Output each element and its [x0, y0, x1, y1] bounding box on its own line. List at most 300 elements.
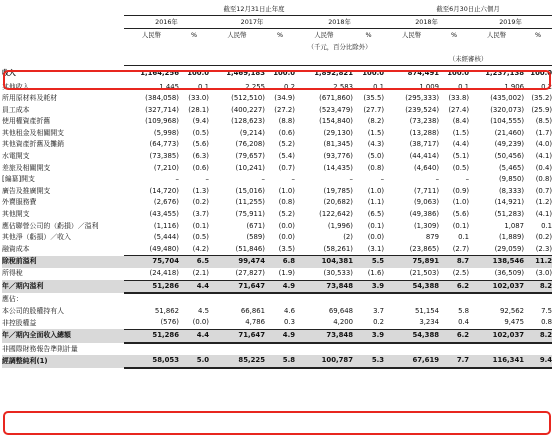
- percent-cell: 4.4: [179, 280, 209, 293]
- row-label: 其他開支: [2, 210, 30, 219]
- amount-cell: (64,773): [149, 140, 179, 149]
- amount-cell: 73,848: [295, 329, 353, 342]
- percent-cell: (34.9): [274, 94, 295, 103]
- amount-cell: 51,154: [414, 306, 440, 315]
- percent-cell: (1.0): [452, 198, 470, 207]
- table-row: [2, 317, 552, 329]
- percent-heading: %: [190, 31, 198, 39]
- table-row: [2, 355, 552, 368]
- table-row: [2, 93, 552, 105]
- percent-cell: (1.0): [367, 186, 385, 195]
- table-row: [2, 128, 552, 140]
- amount-cell: (20,682): [323, 198, 353, 207]
- amount-cell: (104,555): [490, 117, 525, 126]
- table-row: [2, 232, 552, 244]
- amount-cell: 1,445: [159, 82, 179, 91]
- amount-cell: 1,237,138: [469, 66, 524, 82]
- amount-cell: (8,333): [498, 186, 525, 195]
- amount-cell: (14,435): [323, 163, 353, 172]
- table-row: [2, 82, 552, 94]
- percent-cell: 6.2: [439, 280, 469, 293]
- amount-cell: (15,016): [235, 186, 265, 195]
- row-label: 所用原材料及耗材: [2, 94, 58, 103]
- header-row-note: [2, 41, 552, 53]
- percent-cell: (33.8): [448, 94, 470, 103]
- amount-cell: (19,785): [323, 186, 353, 195]
- year-heading: 2018年: [384, 16, 469, 29]
- header-row-units: [2, 29, 552, 42]
- amount-cell: (23,865): [384, 244, 439, 256]
- row-label: 本公司的股權持有人: [2, 306, 65, 315]
- percent-cell: (6.5): [367, 210, 385, 219]
- percent-cell: –: [465, 175, 470, 184]
- amount-cell: 100,787: [295, 355, 353, 368]
- percent-cell: (1.5): [367, 128, 385, 137]
- percent-cell: 4.9: [265, 329, 295, 342]
- row-label: 水電開支: [2, 152, 30, 161]
- percent-cell: (4.3): [367, 140, 385, 149]
- table-row: [2, 186, 552, 198]
- percent-cell: –: [291, 175, 295, 184]
- amount-cell: 71,647: [209, 280, 265, 293]
- percent-cell: (28.1): [188, 105, 209, 114]
- percent-cell: (4.1): [535, 152, 553, 161]
- row-label: 其他資產折舊及攤銷: [2, 140, 65, 149]
- amount-cell: (14,720): [149, 186, 179, 195]
- amount-cell: 102,037: [469, 329, 524, 342]
- table-row: [2, 293, 552, 306]
- amount-cell: (512,510): [231, 94, 265, 103]
- amount-cell: (1,309): [413, 221, 440, 230]
- percent-cell: (1.1): [367, 198, 385, 207]
- table-row: [2, 151, 552, 163]
- amount-cell: 54,388: [384, 280, 439, 293]
- amount-cell: (671,860): [319, 94, 353, 103]
- row-label: 其他租金及相關開支: [2, 128, 65, 137]
- percent-cell: 100.0: [265, 66, 295, 82]
- percent-cell: (3.5): [265, 244, 295, 256]
- amount-cell: 75,891: [412, 257, 440, 266]
- amount-cell: 4,200: [295, 317, 353, 329]
- row-label: 其他收入: [2, 82, 30, 91]
- row-label: 使用權資產折舊: [2, 117, 51, 126]
- header-row-period: [2, 3, 552, 16]
- amount-cell: (5,444): [153, 233, 179, 242]
- table-row: [2, 174, 552, 186]
- percent-cell: 5.5: [371, 257, 385, 266]
- percent-cell: 5.8: [265, 355, 295, 368]
- amount-cell: (76,208): [235, 140, 265, 149]
- row-label: 應佔：: [2, 295, 23, 304]
- percent-cell: (2.1): [179, 268, 209, 280]
- amount-cell: 9,475: [469, 317, 524, 329]
- row-label: 其他淨（虧損）／收入: [2, 233, 71, 242]
- percent-heading: %: [365, 31, 372, 39]
- amount-cell: 2,255: [245, 82, 265, 91]
- table-row: [2, 343, 552, 356]
- row-label: 融資成本: [2, 245, 30, 254]
- amount-cell: (11,255): [235, 198, 265, 207]
- currency-heading: 人民幣: [486, 31, 507, 39]
- row-label: 廣告及推廣開支: [2, 186, 51, 195]
- percent-cell: 5.3: [353, 355, 384, 368]
- amount-cell: 73,848: [295, 280, 353, 293]
- amount-cell: (13,288): [409, 128, 440, 137]
- amount-cell: (122,642): [319, 210, 353, 219]
- amount-cell: (81,345): [323, 140, 353, 149]
- year-heading: 2017年: [209, 16, 295, 29]
- percent-cell: 0.1: [373, 82, 385, 91]
- table-row: [2, 329, 552, 342]
- amount-cell: 1,009: [419, 82, 440, 91]
- header-row-year: [2, 16, 552, 29]
- percent-cell: 4.5: [198, 306, 209, 315]
- percent-cell: (0.1): [192, 221, 209, 230]
- percent-cell: (2.5): [439, 268, 469, 280]
- percent-cell: –: [205, 175, 209, 184]
- percent-cell: 8.2: [524, 329, 552, 342]
- amount-cell: –: [175, 175, 179, 184]
- amount-cell: (5,465): [498, 163, 525, 172]
- percent-cell: (0.1): [367, 221, 385, 230]
- amount-cell: (58,261): [295, 244, 353, 256]
- amount-cell: (73,385): [149, 152, 179, 161]
- amount-cell: (384,058): [145, 94, 179, 103]
- amount-cell: (1,996): [327, 221, 353, 230]
- amount-cell: 51,286: [124, 280, 179, 293]
- amount-cell: (435,002): [490, 94, 525, 103]
- amount-cell: (51,846): [209, 244, 265, 256]
- percent-cell: 100.0: [353, 66, 384, 82]
- percent-cell: (1.2): [535, 198, 553, 207]
- percent-cell: (0.5): [192, 233, 209, 242]
- percent-cell: 11.2: [535, 257, 553, 266]
- table-row: [2, 105, 552, 117]
- percent-cell: (4.1): [535, 210, 553, 219]
- amount-cell: (29,059): [469, 244, 524, 256]
- row-label: [編纂]開支: [2, 175, 35, 184]
- percent-cell: 3.7: [373, 306, 385, 315]
- amount-cell: (1,889): [498, 233, 525, 242]
- percent-cell: (0.6): [192, 163, 209, 172]
- percent-cell: 0.8: [524, 317, 552, 329]
- percent-heading: %: [535, 31, 542, 39]
- percent-cell: (5.4): [278, 152, 295, 161]
- table-row: [2, 280, 552, 293]
- percent-cell: (1.3): [192, 186, 209, 195]
- percent-cell: 6.5: [196, 257, 209, 266]
- percent-cell: 3.9: [353, 329, 384, 342]
- amount-cell: 51,862: [154, 306, 179, 315]
- amount-cell: (49,386): [409, 210, 440, 219]
- currency-heading: 人民幣: [141, 31, 162, 39]
- amount-cell: 1,892,821: [295, 66, 353, 82]
- percent-cell: (27.7): [363, 105, 385, 114]
- currency-heading: 人民幣: [314, 31, 334, 39]
- amount-cell: (523,479): [319, 105, 353, 114]
- row-label: 經調整純利(1): [2, 356, 48, 365]
- row-label: 年／期內全面收入總額: [2, 331, 71, 340]
- table-row: [2, 163, 552, 175]
- amount-cell: (93,776): [323, 152, 353, 161]
- amount-cell: 874,491: [384, 66, 439, 82]
- amount-cell: (14,921): [494, 198, 525, 207]
- amount-cell: (30,533): [295, 268, 353, 280]
- amount-cell: (38,717): [409, 140, 440, 149]
- interim-period-heading: 截至6月30日止六個月: [384, 3, 552, 16]
- amount-cell: –: [349, 175, 353, 184]
- percent-cell: (8.5): [535, 117, 553, 126]
- percent-cell: (0.0): [179, 317, 209, 329]
- amount-cell: (36,509): [469, 268, 524, 280]
- amount-cell: (589): [246, 233, 265, 242]
- header-row-unaudited: [2, 53, 552, 66]
- percent-cell: (9.4): [192, 117, 209, 126]
- amount-cell: 67,619: [384, 355, 439, 368]
- percent-cell: 7.7: [439, 355, 469, 368]
- percent-cell: (1.6): [353, 268, 384, 280]
- percent-cell: (27.2): [274, 105, 295, 114]
- amount-cell: (239,524): [405, 105, 440, 114]
- percent-cell: (5.1): [452, 152, 470, 161]
- amount-cell: 879: [425, 233, 440, 242]
- percent-cell: 6.2: [439, 329, 469, 342]
- amount-cell: (27,827): [209, 268, 265, 280]
- percent-cell: (8.8): [278, 117, 295, 126]
- percent-cell: (0.2): [535, 233, 553, 242]
- table-row: [2, 221, 552, 233]
- amount-cell: 102,037: [469, 280, 524, 293]
- percent-heading: %: [451, 31, 458, 39]
- percent-cell: 0.1: [541, 221, 553, 230]
- percent-cell: (0.5): [192, 128, 209, 137]
- amount-cell: (21,503): [384, 268, 439, 280]
- amount-cell: (43,455): [149, 210, 179, 219]
- percent-cell: (3.0): [524, 268, 552, 280]
- amount-cell: 54,388: [384, 329, 439, 342]
- row-label: 除稅前溢利: [2, 257, 37, 266]
- adjusted-net-profit-highlight: [3, 411, 551, 435]
- currency-heading: 人民幣: [227, 31, 247, 39]
- row-label: 收入: [2, 68, 16, 77]
- percent-cell: 0.3: [265, 317, 295, 329]
- percent-cell: (5.2): [278, 140, 295, 149]
- percent-cell: 5.8: [458, 306, 470, 315]
- percent-cell: 4.4: [179, 329, 209, 342]
- annual-period-heading: 截至12月31日止年度: [124, 3, 384, 16]
- amount-cell: (29,130): [323, 128, 353, 137]
- amount-cell: 2,583: [333, 82, 353, 91]
- percent-cell: (1.0): [278, 186, 295, 195]
- unit-note: （千元，百分比除外）: [307, 43, 372, 51]
- amount-cell: (49,239): [494, 140, 525, 149]
- row-label: 應佔聯營公司的（虧損）／溢利: [2, 221, 99, 230]
- percent-cell: (8.4): [452, 117, 470, 126]
- amount-cell: 92,562: [499, 306, 525, 315]
- percent-cell: 100.0: [439, 66, 469, 82]
- percent-cell: (0.7): [535, 186, 553, 195]
- row-label: 所得稅: [2, 269, 23, 278]
- percent-cell: (5.6): [452, 210, 470, 219]
- percent-cell: 7.5: [541, 306, 553, 315]
- percent-cell: 3.9: [353, 280, 384, 293]
- percent-cell: (5.0): [367, 152, 385, 161]
- percent-cell: (27.4): [448, 105, 470, 114]
- amount-cell: (24,418): [124, 268, 179, 280]
- amount-cell: (320,073): [490, 105, 525, 114]
- percent-cell: (0.9): [452, 186, 470, 195]
- amount-cell: 1,087: [504, 221, 525, 230]
- amount-cell: (49,480): [124, 244, 179, 256]
- amount-cell: (21,460): [494, 128, 525, 137]
- amount-cell: 71,647: [209, 329, 265, 342]
- percent-cell: (0.5): [452, 163, 470, 172]
- percent-heading: %: [276, 31, 284, 39]
- percent-cell: 4.9: [265, 280, 295, 293]
- amount-cell: (7,711): [413, 186, 440, 195]
- financial-table: [2, 3, 552, 369]
- unaudited-note: （未經審核）: [448, 55, 488, 63]
- percent-cell: (1.5): [452, 128, 470, 137]
- year-heading: 2018年: [295, 16, 384, 29]
- amount-cell: (9,214): [239, 128, 265, 137]
- percent-cell: (0.7): [278, 163, 295, 172]
- percent-cell: (33.0): [188, 94, 209, 103]
- amount-cell: (295,333): [405, 94, 440, 103]
- amount-cell: (73,238): [409, 117, 440, 126]
- row-label: 差旅及相關開支: [2, 163, 51, 172]
- currency-heading: 人民幣: [401, 31, 422, 39]
- amount-cell: (75,911): [235, 210, 265, 219]
- year-heading: 2016年: [124, 16, 209, 29]
- amount-cell: (671): [246, 221, 265, 230]
- percent-cell: –: [380, 175, 385, 184]
- percent-cell: (0.8): [535, 175, 553, 184]
- row-label: 員工成本: [2, 105, 30, 114]
- amount-cell: (327,714): [145, 105, 179, 114]
- amount-cell: (576): [124, 317, 179, 329]
- percent-cell: (8.2): [367, 117, 385, 126]
- percent-cell: 8.7: [456, 257, 470, 266]
- percent-cell: (0.4): [535, 163, 553, 172]
- amount-cell: (2,676): [153, 198, 179, 207]
- percent-cell: (4.4): [452, 140, 470, 149]
- amount-cell: 99,474: [238, 257, 265, 266]
- amount-cell: (5,998): [153, 128, 179, 137]
- table-row: [2, 139, 552, 151]
- amount-cell: 1,906: [504, 82, 525, 91]
- table-row: [2, 268, 552, 280]
- percent-cell: (3.7): [192, 210, 209, 219]
- amount-cell: 104,381: [321, 257, 353, 266]
- percent-cell: (1.9): [265, 268, 295, 280]
- amount-cell: (44,414): [409, 152, 440, 161]
- percent-cell: 0.2: [284, 82, 295, 91]
- amount-cell: (128,623): [231, 117, 265, 126]
- percent-cell: 9.4: [524, 355, 552, 368]
- percent-cell: 0.1: [458, 82, 470, 91]
- percent-cell: 100.0: [179, 66, 209, 82]
- amount-cell: (7,210): [153, 163, 179, 172]
- amount-cell: (10,241): [235, 163, 265, 172]
- percent-cell: 0.1: [198, 82, 209, 91]
- amount-cell: –: [261, 175, 265, 184]
- percent-cell: (3.1): [353, 244, 384, 256]
- percent-cell: 8.2: [524, 280, 552, 293]
- amount-cell: 69,648: [328, 306, 353, 315]
- amount-cell: –: [435, 175, 440, 184]
- row-label: 年／期內溢利: [2, 281, 44, 290]
- amount-cell: (50,456): [494, 152, 525, 161]
- amount-cell: (4,640): [413, 163, 440, 172]
- amount-cell: 138,546: [492, 257, 525, 266]
- percent-cell: (35.2): [531, 94, 553, 103]
- table-row: [2, 116, 552, 128]
- percent-cell: (0.2): [192, 198, 209, 207]
- statement-rows: [2, 66, 552, 368]
- amount-cell: (79,657): [235, 152, 265, 161]
- percent-cell: (0.0): [367, 233, 385, 242]
- amount-cell: 66,861: [240, 306, 265, 315]
- percent-cell: (5.2): [278, 210, 295, 219]
- row-label: 非國際財務報告準則計量: [2, 344, 78, 353]
- percent-cell: (0.0): [278, 233, 295, 242]
- amount-cell: 116,341: [469, 355, 524, 368]
- percent-cell: (5.6): [192, 140, 209, 149]
- percent-cell: (0.6): [278, 128, 295, 137]
- amount-cell: 75,704: [152, 257, 179, 266]
- percent-cell: (0.1): [452, 221, 470, 230]
- percent-cell: (2.3): [524, 244, 552, 256]
- amount-cell: (9,850): [498, 175, 525, 184]
- percent-cell: 0.1: [458, 233, 470, 242]
- amount-cell: 4,786: [209, 317, 265, 329]
- table-row: [2, 66, 552, 82]
- row-label: 外賣服務費: [2, 198, 37, 207]
- amount-cell: (9,063): [413, 198, 440, 207]
- amount-cell: 1,469,183: [209, 66, 265, 82]
- amount-cell: (400,227): [231, 105, 265, 114]
- amount-cell: 85,225: [209, 355, 265, 368]
- percent-cell: (4.2): [179, 244, 209, 256]
- table-row: [2, 197, 552, 209]
- percent-cell: (2.7): [439, 244, 469, 256]
- amount-cell: (2): [343, 233, 353, 242]
- percent-cell: (4.0): [535, 140, 553, 149]
- percent-cell: 0.4: [439, 317, 469, 329]
- amount-cell: (1,116): [153, 221, 179, 230]
- amount-cell: 3,234: [384, 317, 439, 329]
- amount-cell: 1,164,256: [124, 66, 179, 82]
- percent-cell: (25.9): [531, 105, 553, 114]
- year-heading: 2019年: [469, 16, 552, 29]
- amount-cell: 58,053: [124, 355, 179, 368]
- percent-cell: 100.0: [524, 66, 552, 82]
- percent-cell: (0.8): [367, 163, 385, 172]
- percent-cell: (35.5): [363, 94, 385, 103]
- table-row: [2, 209, 552, 221]
- amount-cell: (51,283): [494, 210, 525, 219]
- amount-cell: (154,840): [319, 117, 353, 126]
- percent-cell: 0.2: [353, 317, 384, 329]
- table-row: [2, 244, 552, 256]
- percent-cell: 6.8: [282, 257, 295, 266]
- percent-cell: 4.6: [284, 306, 295, 315]
- percent-cell: (1.7): [535, 128, 553, 137]
- percent-cell: 5.0: [179, 355, 209, 368]
- percent-cell: (0.0): [278, 221, 295, 230]
- percent-cell: (6.3): [192, 152, 209, 161]
